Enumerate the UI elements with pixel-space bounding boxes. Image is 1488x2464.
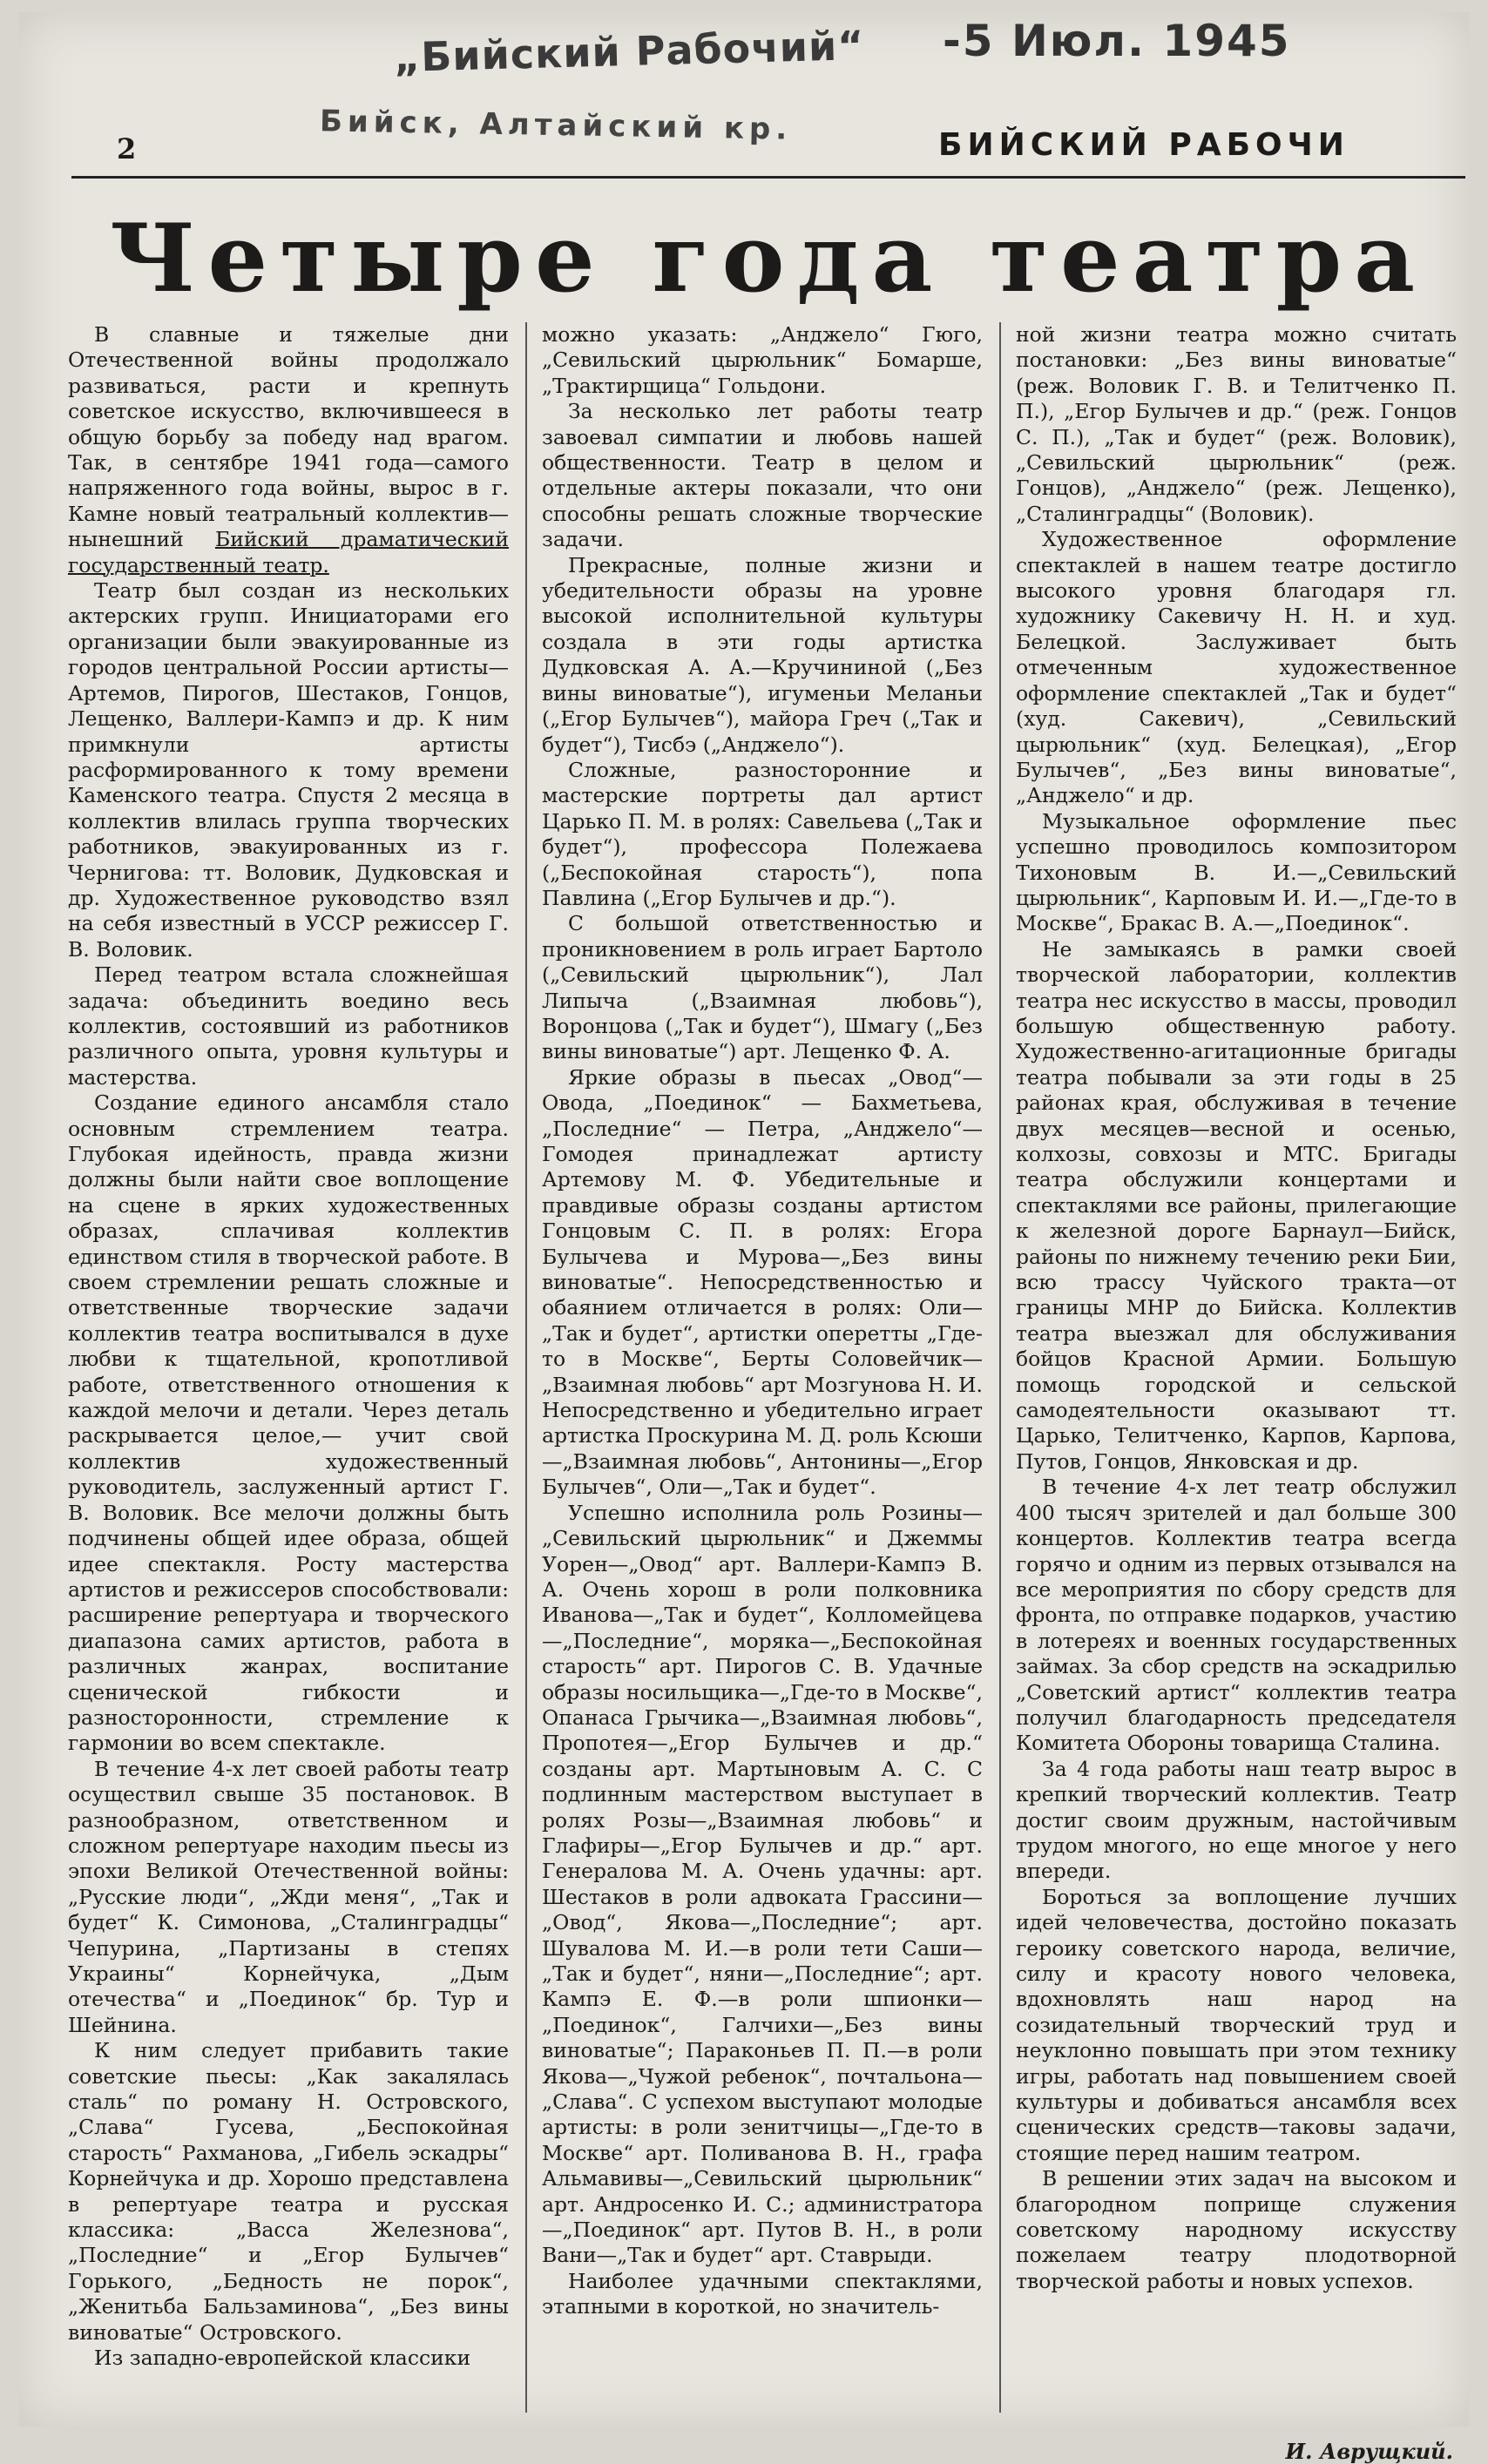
paragraph: Наиболее удачными спектаклями, этапными в короткой, но значитель-: [542, 2268, 983, 2319]
column-divider: [999, 322, 1001, 2413]
article-column-2: [542, 322, 983, 2413]
paragraph: В течение 4-х лет театр обслужил 400 тысяч зрителей и дал больше 300 концертов. Коллектив театра всегда горячо и одним из первых отзывался на все мероприятия по сбору средств для фронта, по отправке подарков, участию в лотереях и военных государственных займах. За сбор средств на эскадрилью „Советский артист“ коллектив театра получил благодарность председателя Комитета Обороны товарища Сталина.: [1016, 1475, 1457, 1756]
paragraph: Перед театром встала сложнейшая задача: объединить воедино весь коллектив, состоявший из работников различного опыта, уровня культуры и мастерства.: [68, 962, 509, 1090]
archive-stamp-newspaper: „Бийский Рабочий“: [393, 21, 866, 82]
paragraph: Прекрасные, полные жизни и убедительности образы на уровне высокой исполнительной культуры создала в эти годы артистка Дудковская А. А.—Кручининой („Без вины виноватые“), игуменьи Меланьи („Егор Булычев“), майора Греч („Так и будет“), Тисбэ („Анджело“).: [542, 552, 983, 757]
paragraph: ной жизни театра можно считать постановки: „Без вины виноватые“ (реж. Воловик Г. В. и Телитченко П. П.), „Егор Булычев и др.“ (реж. Гонцов С. П.), „Так и будет“ (реж. Воловик), „Севильский цырюльник“ (реж. Гонцов), „Анджело“ (реж. Лещенко), „Сталинградцы“ (Воловик).: [1016, 322, 1457, 526]
archive-stamp-place: Бийск, Алтайский кр.: [319, 104, 793, 147]
paragraph: Успешно исполнила роль Розины—„Севильский цырюльник“ и Джеммы Уорен—„Овод“ арт. Валлери-Кампэ В. А. Очень хорош в роли полковника Иванова—„Так и будет“, Колломейцева—„Последние“, моряка—„Беспокойная старость“ арт. Пирогов С. В. Удачные образы носильщика—„Где-то в Москве“, Опанаса Грычика—„Взаимная любовь“, Пропотея—„Егор Булычев и др.“ созданы арт. Мартыновым А. С. С подлинным мастерством выступает в ролях Розы—„Взаимная любовь“ и Глафиры—„Егор Булычев и др.“ арт. Генералова М. А. Очень удачны: арт. Шестаков в роли адвоката Грассини—„Овод“, Якова—„Последние“; арт. Шувалова М. И.—в роли тети Саши—„Так и будет“, няни—„Последние“; арт. Кампэ Е. Ф.—в роли шпионки—„Поединок“, Галчихи—„Без вины виноватые“; Параконьев П. П.—в роли Якова—„Чужой ребенок“, почтальона—„Слава“. С успехом выступают молодые артисты: в роли зенитчицы—„Где-то в Москве“ арт. Поливанова В. Н., графа Альмавивы—„Севильский цырюльник“ арт. Андросенко И. С.; администратора—„Поединок“ арт. Путов В. Н., в роли Вани—„Так и будет“ арт. Ставрыди.: [542, 1500, 983, 2268]
header-rule: [71, 176, 1465, 179]
article-column-3: [1016, 322, 1457, 2413]
article-title: Четыре года театра: [109, 204, 1428, 314]
page-number: 2: [117, 132, 137, 165]
newspaper-clipping: [19, 12, 1469, 2464]
paragraph: К ним следует прибавить такие советские пьесы: „Как закалялась сталь“ по роману Н. Островского, „Слава“ Гусева, „Беспокойная старость“ Рахманова, „Гибель эскадры“ Корнейчука и др. Хорошо представлена в репертуаре театра и русская классика: „Васса Железнова“, „Последние“ и „Егор Булычев“ Горького, „Бедность не порок“, „Женитьба Бальзаминова“, „Без вины виноватые“ Островского.: [68, 2038, 509, 2345]
paragraph: Сложные, разносторонние и мастерские портреты дал артист Царько П. М. в ролях: Савельева („Так и будет“), профессора Полежаева („Беспокойная старость“), попа Павлина („Егор Булычев и др.“).: [542, 757, 983, 910]
paragraph: Яркие образы в пьесах „Овод“—Овода, „Поединок“ — Бахметьева, „Последние“ — Петра, „Анджело“—Гомодея принадлежат артисту Артемову М. Ф. Убедительные и правдивые образы созданы артистом Гонцовым С. П. в ролях: Егора Булычева и Мурова—„Без вины виноватые“. Непосредственностью и обаянием отличается в ролях: Оли—„Так и будет“, артистки оперетты „Где-то в Москве“, Берты Соловейчик—„Взаимная любовь“ арт Мозгунова Н. И. Непосредственно и убедительно играет артистка Проскурина М. Д. роль Ксюши—„Взаимная любовь“, Антонины—„Егор Булычев“, Оли—„Так и будет“.: [542, 1064, 983, 1500]
paragraph: В течение 4-х лет своей работы театр осуществил свыше 35 постановок. В разнообразном, ответственном и сложном репертуаре находим пьесы из эпохи Великой Отечественной войны: „Русские люди“, „Жди меня“, „Так и будет“ К. Симонова, „Сталинградцы“ Чепурина, „Партизаны в степях Украины“ Корнейчука, „Дым отечества“ и „Поединок“ бр. Тур и Шейнина.: [68, 1756, 509, 2037]
author-signature: И. Аврущкий.: [1285, 2439, 1453, 2464]
theatre-name-underlined: Бийский драматический государственный театр.: [68, 527, 509, 577]
masthead: БИЙСКИЙ РАБОЧИ: [938, 127, 1349, 163]
paragraph: В решении этих задач на высоком и благородном поприще служения советскому народному искусству пожелаем театру плодотворной творческой работы и новых успехов.: [1016, 2166, 1457, 2293]
paragraph: За несколько лет работы театр завоевал симпатии и любовь нашей общественности. Театр в целом и отдельные актеры показали, что они способны решать сложные творческие задачи.: [542, 399, 983, 552]
paragraph: Создание единого ансамбля стало основным стремлением театра. Глубокая идейность, правда жизни должны были найти свое воплощение на сцене в ярких художественных образах, сплачивая коллектив единством стиля в творческой работе. В своем стремлении решать сложные и ответственные творческие задачи коллектив театра воспитывался в духе любви к тщательной, кропотливой работе, ответственного отношения к каждой мелочи и детали. Через деталь раскрывается целое,— учит свой коллектив художественный руководитель, заслуженный артист Г. В. Воловик. Все мелочи должны быть подчинены общей идее образа, общей идее спектакля. Росту мастерства артистов и режиссеров способствовали: расширение репертуара и творческого диапазона самих артистов, работа в различных жанрах, воспитание сценической гибкости и разносторонности, стремление к гармонии во всем спектакле.: [68, 1090, 509, 1756]
paragraph-text: В славные и тяжелые дни Отечественной войны продолжало развиваться, расти и крепнуть советское искусство, включившееся в общую борьбу за победу над врагом. Так, в сентябре 1941 года—самого напряженного года войны, вырос в г. Камне новый театральный коллектив—нынешний: [68, 322, 509, 552]
column-divider: [525, 322, 527, 2413]
paragraph: Театр был создан из нескольких актерских групп. Инициаторами его организации были эвакуированные из городов центральной России артисты—Артемов, Пирогов, Шестаков, Гонцов, Лещенко, Валлери-Кампэ и др. К ним примкнули артисты расформированного к тому времени Каменского театра. Спустя 2 месяца в коллектив влилась группа творческих работников, эвакуированных из г. Чернигова: тт. Воловик, Дудковская и др. Художественное руководство взял на себя известный в УССР режиссер Г. В. Воловик.: [68, 578, 509, 962]
paragraph: можно указать: „Анджело“ Гюго, „Севильский цырюльник“ Бомарше, „Трактирщица“ Гольдони.: [542, 322, 983, 398]
paragraph: Художественное оформление спектаклей в нашем театре достигло высокого уровня благодаря гл. художнику Сакевичу Н. Н. и худ. Белецкой. Заслуживает быть отмеченным художественное оформление спектаклей „Так и будет“ (худ. Сакевич), „Севильский цырюльник“ (худ. Белецкая), „Егор Булычев“, „Без вины виноватые“, „Анджело“ и др.: [1016, 527, 1457, 808]
paragraph: Не замыкаясь в рамки своей творческой лаборатории, коллектив театра нес искусство в массы, проводил большую общественную работу. Художественно-агитационные бригады театра побывали за эти годы в 25 районах края, обслуживая в течение двух месяцев—весной и осенью, колхозы, совхозы и МТС. Бригады театра обслужили концертами и спектаклями все районы, прилегающие к железной дороге Барнаул—Бийск, районы по нижнему течению реки Бии, всю трассу Чуйского тракта—от границы МНР до Бийска. Коллектив театра выезжал для обслуживания бойцов Красной Армии. Большую помощь городской и сельской самодеятельности оказывают тт. Царько, Телитченко, Карпов, Карпова, Путов, Гонцов, Янковская и др.: [1016, 936, 1457, 1474]
article-body: [68, 322, 1471, 2464]
paragraph: [68, 322, 509, 578]
paragraph: Бороться за воплощение лучших идей человечества, достойно показать героику советского народа, величие, силу и красоту нового человека, вдохновлять наш народ на созидательный творческий труд и неуклонно повышать при этом технику игры, работать над повышением своей культуры и добиваться ансамбля всех сценических средств—таковы задачи, стоящие перед нашим театром.: [1016, 1884, 1457, 2165]
archive-stamp-date: -5 Июл. 1945: [943, 16, 1291, 66]
article-column-1: [68, 322, 509, 2413]
paragraph: Из западно-европейской классики: [94, 2346, 471, 2371]
paragraph: С большой ответственностью и проникновением в роль играет Бартоло („Севильский цырюльник“), Лал Липыча („Взаимная любовь“), Воронцова („Так и будет“), Шмагу („Без вины виноватые“) арт. Лещенко Ф. А.: [542, 911, 983, 1064]
paragraph: Музыкальное оформление пьес успешно проводилось композитором Тихоновым В. И.—„Севильский цырюльник“, Карповым И. И.—„Где-то в Москве“, Бракас В. А.—„Поединок“.: [1016, 808, 1457, 936]
paragraph: За 4 года работы наш театр вырос в крепкий творческий коллектив. Театр достиг своим дружным, настойчивым трудом многого, но еще многое у него впереди.: [1016, 1756, 1457, 1884]
